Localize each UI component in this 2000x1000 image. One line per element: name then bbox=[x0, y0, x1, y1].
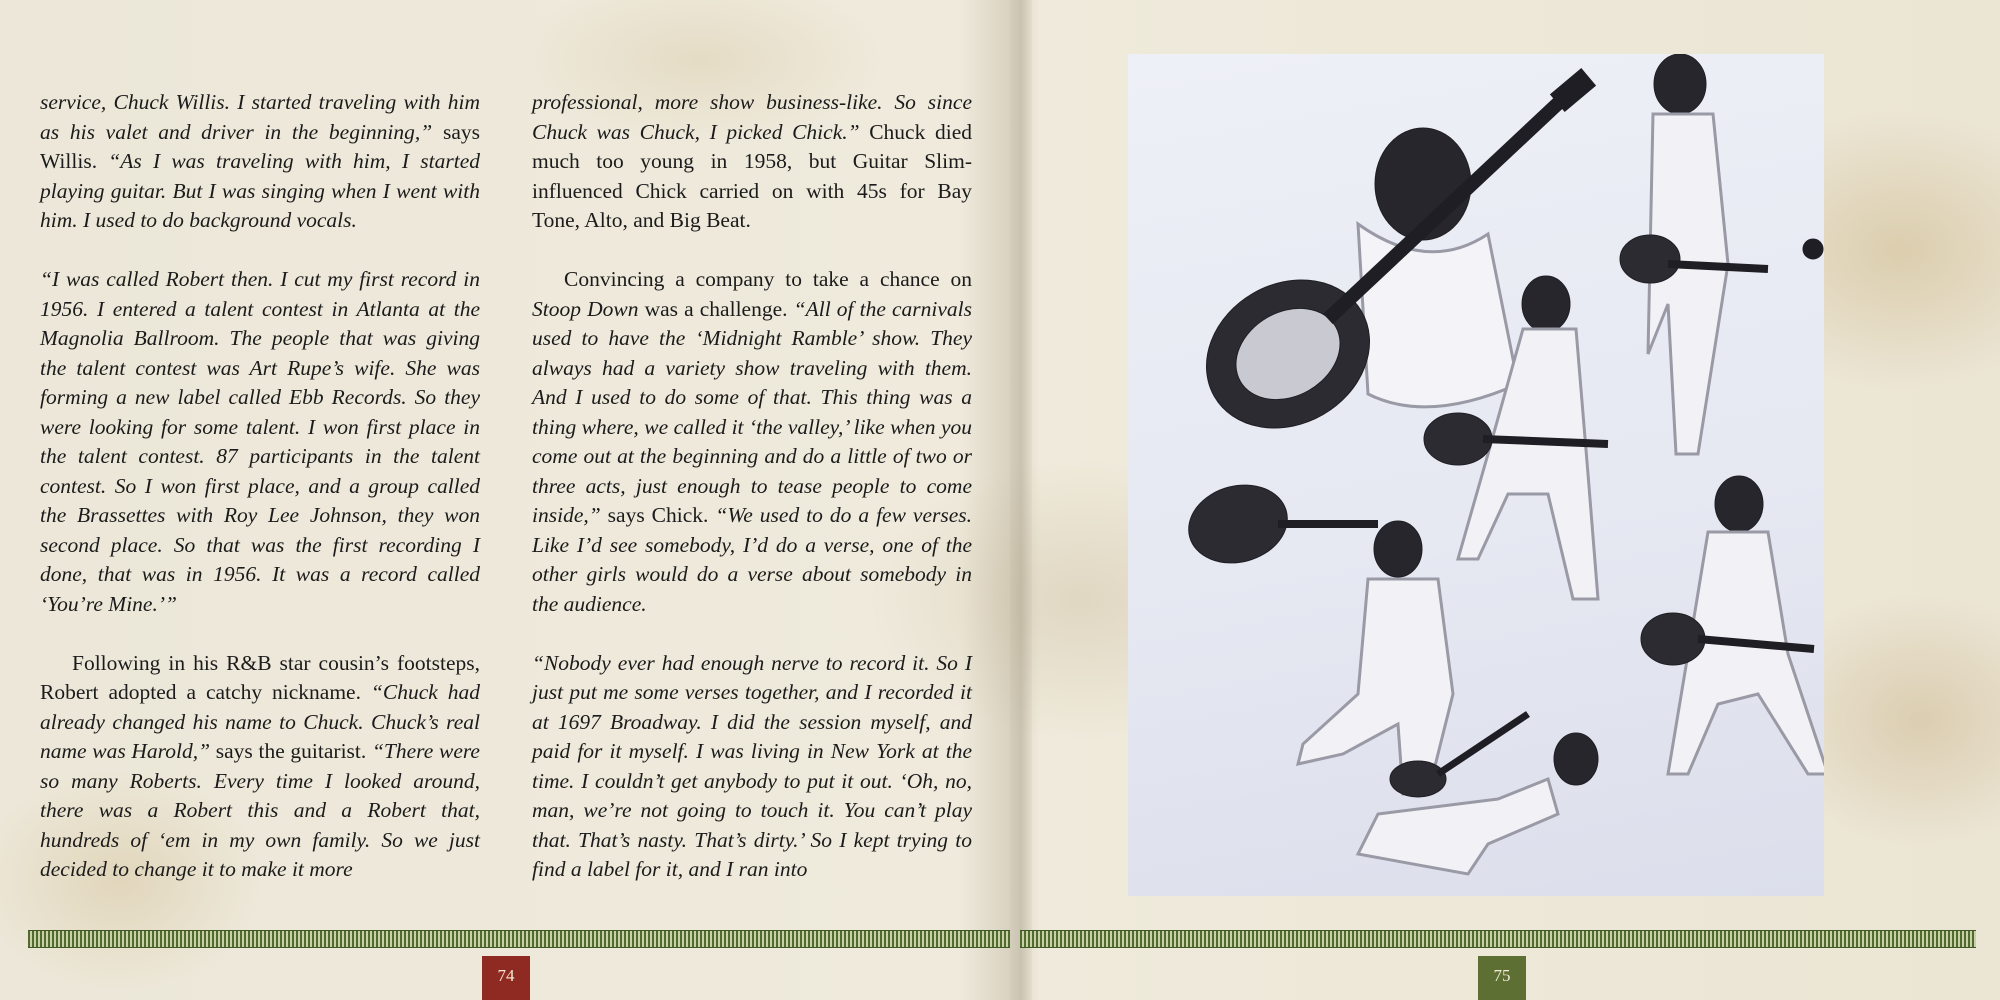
italic-quote-run: “All of the carnivals used to have the ‘Midnight Ramble’ show. They always had a variety show traveling with them. And I used to do some of that. This thing was a thing where, we called it ‘the valley,’ like when you come out at the beginning and do a little of two or three acts, just enough to tease people to come inside,” bbox=[532, 296, 972, 527]
paragraph bbox=[532, 88, 972, 236]
body-text-run: Chuck died much too young in 1958, but Guitar Slim-influenced Chick carried on with 45s for Bay Tone, Alto, and Big Beat. bbox=[532, 119, 972, 232]
italic-quote-run: “There were so many Roberts. Every time I looked around, there was a Robert this and a Robert that, hundreds of ‘em in my own family. So we just decided to change it to make it more bbox=[40, 739, 480, 881]
paragraph bbox=[40, 649, 480, 885]
paragraph bbox=[40, 265, 480, 619]
book-gutter bbox=[1010, 0, 1032, 1000]
decorative-band-right bbox=[1020, 930, 1976, 948]
italic-quote-run: professional, more show business-like. So since Chuck was Chuck, I picked Chick.” bbox=[532, 90, 972, 144]
paragraph bbox=[40, 88, 480, 236]
italic-quote-run: “We used to do a few verses. Like I’d see somebody, I’d do a verse, one of the other girls would do a verse about somebody in the audience. bbox=[532, 503, 973, 616]
body-text-run: says Willis. bbox=[40, 119, 480, 173]
guitarist-photo-montage bbox=[1128, 54, 1824, 896]
body-text-run: Following in his R&B star cousin’s footsteps, Robert adopted a catchy nickname. bbox=[40, 650, 480, 704]
paragraph bbox=[532, 265, 972, 619]
italic-quote-run: “Chuck had already changed his name to Chuck. Chuck’s real name was Harold,” bbox=[40, 680, 481, 763]
right-text-column bbox=[532, 88, 972, 914]
left-text-column bbox=[40, 88, 480, 914]
body-text-run: Convincing a company to take a chance on bbox=[564, 267, 972, 291]
italic-quote-run: service, Chuck Willis. I started traveling with him as his valet and driver in the beginning,” bbox=[40, 90, 480, 144]
italic-quote-run: “I was called Robert then. I cut my first record in 1956. I entered a talent contest in Atlanta at the Magnolia Ballroom. The people that was giving the talent contest was Art Rupe’s wife. She was forming a new label called Ebb Records. So they were looking for some talent. I won first place in the talent contest. 87 participants in the talent contest. So I won first place, and a group called the Brassettes with Roy Lee Johnson, they won second place. So that was the first recording I done, that was in 1956. It was a record called ‘You’re Mine.’” bbox=[40, 267, 480, 616]
italic-quote-run: “Nobody ever had enough nerve to record it. So I just put me some verses together, and I recorded it at 1697 Broadway. I did the session myself, and paid for it myself. I was living in New York at the time. I couldn’t get anybody to put it out. ‘Oh, no, man, we’re not going to touch it. You can’t play that. That’s nasty. That’s dirty.’ So I kept trying to find a label for it, and I ran into bbox=[532, 650, 972, 881]
page-number-left: 74 bbox=[482, 956, 530, 1000]
paragraph bbox=[532, 649, 972, 885]
italic-quote-run: “As I was traveling with him, I started playing guitar. But I was singing when I went with him. I used to do background vocals. bbox=[40, 149, 480, 232]
photo-illustration bbox=[1128, 54, 1824, 896]
decorative-band-left bbox=[28, 930, 1010, 948]
page-number-right: 75 bbox=[1478, 956, 1526, 1000]
body-text-run: says Chick. bbox=[600, 503, 716, 527]
italic-quote-run: Stoop Down bbox=[532, 296, 639, 321]
body-text-run: was a challenge. bbox=[638, 296, 794, 321]
body-text-run: says the guitarist. bbox=[210, 739, 372, 763]
